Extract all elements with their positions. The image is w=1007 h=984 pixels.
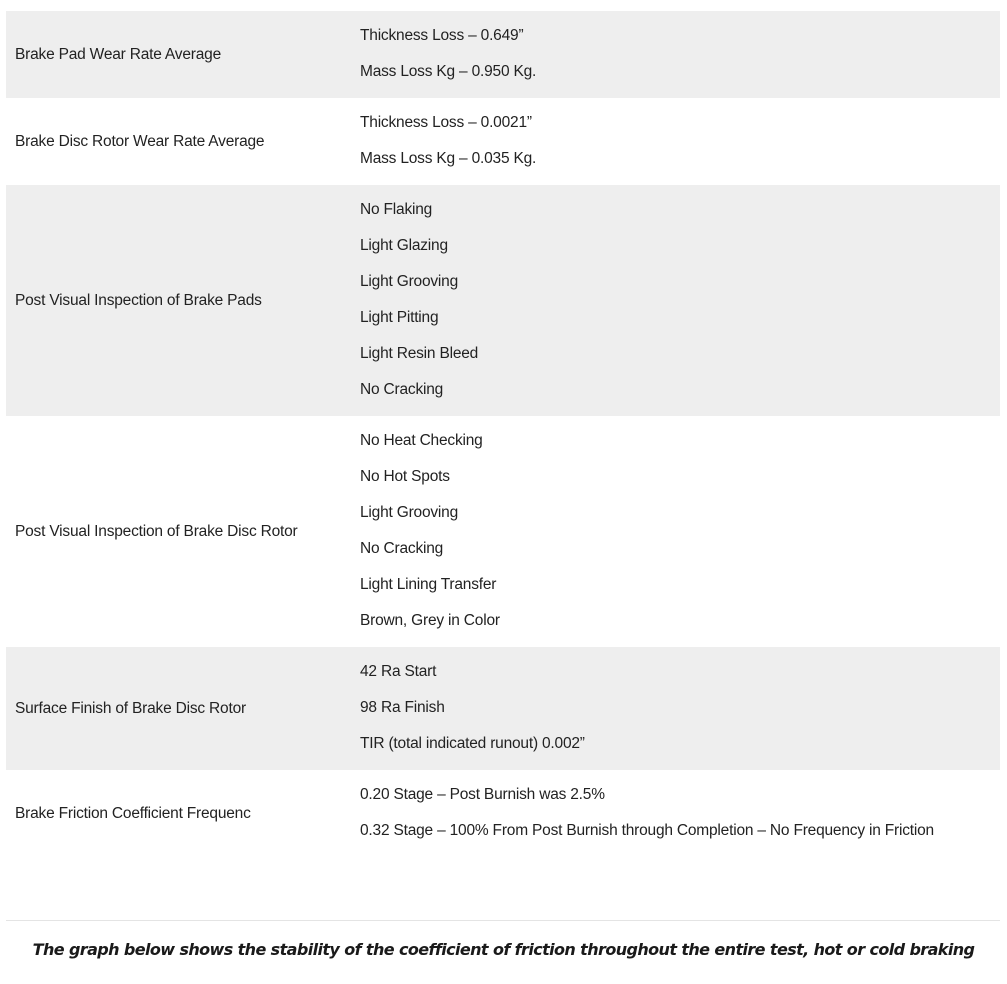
row-values <box>346 185 478 416</box>
table-row <box>6 647 1000 770</box>
value-line: Brown, Grey in Color <box>360 612 500 629</box>
row-label: Post Visual Inspection of Brake Pads <box>15 291 262 309</box>
value-line: Thickness Loss – 0.649” <box>360 27 524 44</box>
row-label: Brake Disc Rotor Wear Rate Average <box>15 132 265 150</box>
row-values <box>346 416 500 647</box>
value-line: 0.32 Stage – 100% From Post Burnish through Completion – No Frequency in Friction <box>360 822 934 839</box>
table-row <box>6 11 1000 98</box>
value-line: No Flaking <box>360 201 433 218</box>
row-values <box>346 770 934 857</box>
value-line: 98 Ra Finish <box>360 699 445 716</box>
table-row <box>6 185 1000 416</box>
table-row <box>6 770 1000 857</box>
value-line: Mass Loss Kg – 0.035 Kg. <box>360 150 537 167</box>
value-line: Light Lining Transfer <box>360 576 497 593</box>
table-row <box>6 416 1000 647</box>
row-values <box>346 647 585 770</box>
value-line: Light Glazing <box>360 237 448 254</box>
row-values <box>346 98 536 185</box>
row-label: Brake Friction Coefficient Frequenc <box>15 804 251 822</box>
spec-table <box>6 11 1000 857</box>
divider <box>6 920 1000 921</box>
row-label: Brake Pad Wear Rate Average <box>15 45 221 63</box>
value-line: Mass Loss Kg – 0.950 Kg. <box>360 63 537 80</box>
value-line: No Hot Spots <box>360 468 450 485</box>
value-line: Light Grooving <box>360 273 459 290</box>
row-label: Post Visual Inspection of Brake Disc Rotor <box>15 522 298 540</box>
value-line: Light Grooving <box>360 504 459 521</box>
table-row <box>6 98 1000 185</box>
value-line: No Cracking <box>360 381 444 398</box>
value-line: 0.20 Stage – Post Burnish was 2.5% <box>360 786 605 803</box>
value-line: Light Pitting <box>360 309 439 326</box>
value-line: Thickness Loss – 0.0021” <box>360 114 532 131</box>
row-values <box>346 11 536 98</box>
value-line: TIR (total indicated runout) 0.002” <box>360 735 585 752</box>
value-line: No Cracking <box>360 540 444 557</box>
value-line: 42 Ra Start <box>360 663 437 680</box>
value-line: Light Resin Bleed <box>360 345 479 362</box>
row-label: Surface Finish of Brake Disc Rotor <box>15 699 246 717</box>
graph-caption: The graph below shows the stability of the coefficient of friction throughout the entire test, hot or cold braking <box>32 940 975 959</box>
value-line: No Heat Checking <box>360 432 483 449</box>
